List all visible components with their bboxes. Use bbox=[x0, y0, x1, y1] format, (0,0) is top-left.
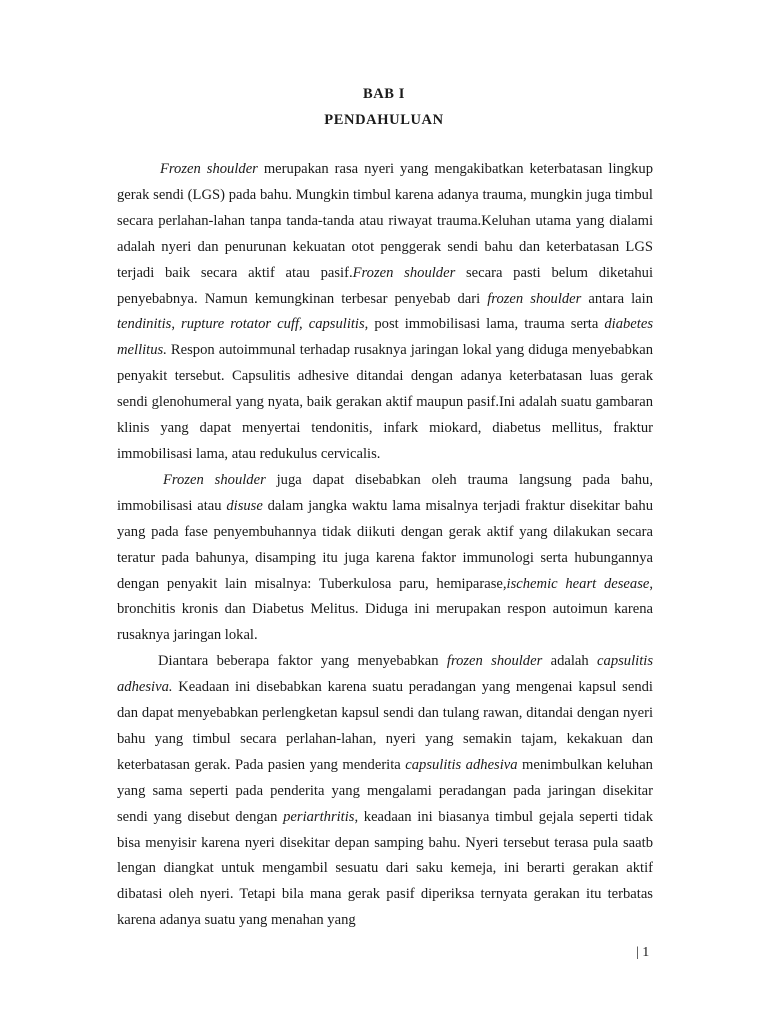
italic-text: frozen shoulder bbox=[487, 290, 582, 307]
text-run: merupakan rasa nyeri yang mengakibatkan keterbatasan lingkup gerak sendi (LGS) pada bahu. Mungkin timbul karena adanya trauma, mungkin juga timbul secara perlahan-lahan tanpa tanda-tanda atau riwayat trauma.Keluhan utama yang dialami adalah nyeri dan penurunan kekuatan otot penggerak sendi bahu dan keterbatasan LGS terjadi baik secara aktif atau pasif. bbox=[117, 161, 654, 281]
italic-text: Frozen shoulder bbox=[163, 471, 266, 488]
paragraph-3 bbox=[117, 649, 653, 934]
text-run: antara lain bbox=[581, 290, 654, 307]
italic-text: rupture rotator cuff, capsulitis bbox=[181, 316, 365, 333]
text-run: , keadaan ini biasanya timbul gejala seperti tidak bisa menyisir karena nyeri disekitar depan samping bahu. Nyeri tersebut terasa pula saatb lengan diangkat untuk mengambil sesuatu dari saku kemeja, ini berarti gerakan aktif dibatasi oleh nyeri. Tetapi bila mana gerak pasif diperiksa ternyata gerakan itu terbatas karena adanya suatu yang menahan yang bbox=[117, 808, 653, 929]
text-run: Respon autoimmunal terhadap rusaknya jaringan lokal yang diduga menyebabkan penyakit tersebut. Capsulitis adhesive ditandai dengan adanya keterbatasan luas gerak sendi glenohumeral yang nyata, baik gerakan aktif maupun pasif.Ini adalah suatu gambaran klinis yang dapat menyertai tendonitis, infark miokard, diabetus mellitus, fraktur immobilisasi lama, atau redukulus cervicalis. bbox=[117, 342, 653, 462]
text-run: juga dapat disebabkan oleh trauma langsung pada bahu, immobilisasi atau bbox=[117, 471, 653, 514]
italic-text: Frozen shoulder bbox=[352, 264, 456, 281]
text-run: secara pasti belum diketahui penyebabnya. Namun kemungkinan terbesar penyebab dari bbox=[117, 264, 654, 307]
italic-text: ischemic heart desease bbox=[506, 575, 650, 592]
italic-text: Frozen shoulder bbox=[160, 161, 258, 177]
text-run: , bbox=[171, 316, 182, 333]
italic-text: capsulitis adhesiva bbox=[405, 756, 518, 773]
paragraph-1 bbox=[117, 157, 653, 468]
text-run: menimbulkan keluhan yang sama seperti pada penderita yang mengalami peradangan pada jaringan disekitar sendi yang disebut dengan bbox=[117, 756, 653, 825]
text-run: , post immobilisasi lama, trauma serta bbox=[364, 316, 605, 333]
body-text bbox=[117, 157, 653, 934]
text-run: Keadaan ini disebabkan karena suatu peradangan yang mengenai kapsul sendi dan dapat menyebabkan perlengketan kapsul sendi dan tulang rawan, ditandai dengan nyeri bahu yang timbul secara perlahan-lahan, nyeri yang semakin tajam, kekakuan dan keterbatasan gerak. Pada pasien yang menderita bbox=[117, 679, 653, 773]
text-run: , bronchitis kronis dan Diabetus Melitus. Diduga ini merupakan respon autoimun karena rusaknya jaringan lokal. bbox=[117, 575, 654, 644]
page-number: | 1 bbox=[636, 945, 650, 960]
text-run: adalah bbox=[542, 653, 598, 670]
chapter-title: PENDAHULUAN bbox=[324, 112, 444, 128]
italic-text: capsulitis adhesiva. bbox=[117, 653, 653, 696]
italic-text: periarthritis bbox=[283, 808, 355, 825]
italic-text: disuse bbox=[226, 497, 263, 514]
text-run: dalam jangka waktu lama misalnya terjadi fraktur disekitar bahu yang pada fase penyembuhannya tidak diikuti dengan gerak aktif yang dilakukan secara teratur pada bahunya, disamping itu juga karena faktor immunologi serta hubungannya dengan penyakit lain misalnya: Tuberkulosa paru, hemiparase, bbox=[117, 497, 653, 592]
paragraph-2 bbox=[117, 468, 653, 649]
text-run: Diantara beberapa faktor yang menyebabkan bbox=[158, 653, 447, 670]
chapter-heading: BAB I bbox=[362, 86, 406, 102]
italic-text: tendinitis bbox=[117, 316, 172, 333]
italic-text: diabetes mellitus. bbox=[117, 316, 653, 359]
italic-text: frozen shoulder bbox=[446, 653, 543, 670]
